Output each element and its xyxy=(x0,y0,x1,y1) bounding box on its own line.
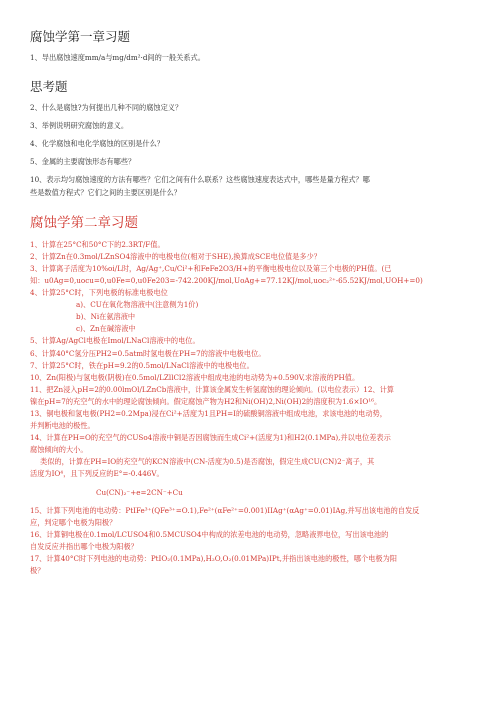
chapter2-line: b)、Ni在氨溶液中 xyxy=(76,312,136,322)
chapter2-line: 类似的，计算在PH=IO的充空气的KCN溶液中(CN-活度为0.5)是否腐蚀，假定生成CU(CN)2⁻离子，其 xyxy=(40,457,375,467)
thinking-item: 5、金属的主要腐蚀形态有哪些？ xyxy=(30,157,136,167)
chapter2-line: 16、计算铜电极在0.1mol/LCUSO4和0.5MCUSO4中构成的浓差电池的电动势，忽略液界电位，写出该电池的 xyxy=(30,529,389,539)
thinking-item: 4、化学腐蚀和电化学腐蚀的区别是什么？ xyxy=(30,139,164,149)
chapter2-line: 7、计算25°C时，铁在pH=9.2的0.5mol/LNaCl溶液中的电极电位。 xyxy=(30,360,254,370)
thinking-item: 10、表示均匀腐蚀速度的方法有哪些？它们之间有什么联系？这些腐蚀速度表达式中，哪些是量方程式？哪 xyxy=(30,175,370,185)
thinking-item: 3、举例说明研究腐蚀的意义。 xyxy=(30,121,129,131)
chapter2-line: 17、计算40°C时下列电池的电动势：PtIO₂(0.1MPa),H₂O,O₂(0.01MPa)IPt,并指出该电池的极性，哪个电极为阳 xyxy=(30,554,397,563)
chapter2-line: 并判断电池的极性。 xyxy=(30,421,95,431)
chapter2-line: 镍在pH=7的充空气的水中的理论腐蚀倾向。假定腐蚀产物为H2和Ni(OH)2,Ni(OH)2的溶度积为1.6×IO¹⁶。 xyxy=(30,396,382,406)
chapter2-line: 6、计算40°C氢分压PH2=0.5atm时氢电极在PH=7的溶液中电极电位。 xyxy=(30,348,266,358)
chapter2-line: 11、把Zn浸入pH=2的0.00lmOl/LZnCb溶液中，计算该金属发生析氢腐蚀的理论倾向。(以电位表示）12、计算 xyxy=(30,384,394,394)
chapter2-line: 活度为IO⁴，且下列反应的E°=-0.446V。 xyxy=(30,469,164,479)
chapter2-line: 5、计算Ag/AgCl电极在Imol/LNaCl溶液中的电位。 xyxy=(30,336,200,346)
chapter2-line: 1、计算在25°C和50°C下的2.3RT/F值。 xyxy=(30,239,165,249)
chapter2-line: 极？ xyxy=(30,566,45,576)
chapter2-line: 自发反应并指出哪个电极为阳极？ xyxy=(30,541,138,551)
chapter2-line: 3、计算离子活度为10%oi/L时，Ag/Ag⁺,Cu/Ci²+和FeFe2O3/H+的平衡电极电位以及第三个电极的PH值。(已 xyxy=(30,263,392,273)
thinking-title: 思考题 xyxy=(30,79,68,95)
chapter2-line: 2、计算Zn在0.3mol/LZnSO4溶液中的电极电位(相对于SHE),换算成SCE电位值是多少？ xyxy=(30,251,321,261)
thinking-item: 2、什么是腐蚀?为何提出几种不同的腐蚀定义？ xyxy=(30,103,183,113)
chapter1-question-1: 1、导出腐蚀速度mm/a与mg/dm²·d间的一般关系式。 xyxy=(30,53,205,62)
chapter2-line: 13、铜电极和氢电极(PH2=0.2Mpa)浸在Ci²+活度为1且PH=I的硫酸铜溶液中组成电池，求该电池的电动势， xyxy=(30,408,387,418)
chapter2-line: 15、计算下列电池的电动势：PtIFe³⁺(QFe³⁺=O.1),Fe²⁺(αFe²⁺=0.001)IIAg⁺(αAg⁺=0.01)IAg,并写出该电池的自发反 xyxy=(30,505,420,515)
thinking-item: 些是数值方程式？它们之间的主要区别是什么？ xyxy=(30,187,181,197)
chapter1-title: 腐蚀学第一章习题 xyxy=(30,29,131,44)
chapter2-line: 知：u0Ag=0,uocu=0,u0Fe=0,u0Fe203=-742.200KJ/mol,UoAg+=77.12KJ/mol,uoc₂²⁺-65.52KJ/mol,UOH+=0) xyxy=(30,275,423,285)
chapter2-line: a)、CU在氧化物溶液中(注意侧为1价) xyxy=(76,300,199,310)
chapter2-line: 4、计算25°C时，下列电极的标准电极电位 xyxy=(30,288,168,298)
chapter2-line: 10、Zn(阳极)与氢电极(阴极)在0.5mol/LZllCl2溶液中组成电池的电动势为+0.590V,求溶液的PH值。 xyxy=(30,372,360,382)
chapter2-line: c)、Zn在碱溶液中 xyxy=(76,324,136,334)
chapter2-title: 腐蚀学第二章习题 xyxy=(30,214,138,231)
chapter2-line: 应，判定哪个电极为阳极？ xyxy=(30,517,117,527)
chapter2-line: 14、计算在PH=O的充空气的CUSo4溶液中铜是否因腐蚀而生成Ci²+(活度为1)和H2(0.1MPa),并以电位差表示 xyxy=(30,433,391,443)
chapter2-line: 腐蚀倾向的大小。 xyxy=(30,445,88,455)
chapter2-equation: Cu(CN)₂⁻+e=2CN⁻+Cu xyxy=(96,487,183,497)
